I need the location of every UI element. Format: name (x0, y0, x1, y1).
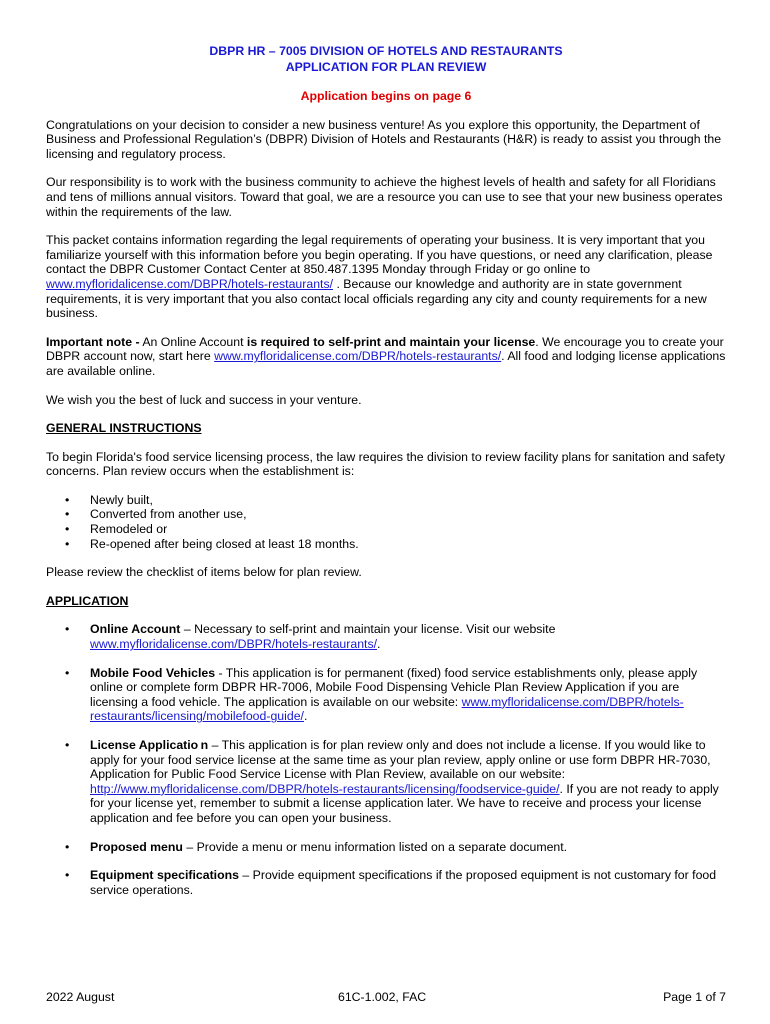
title-line-1: DBPR HR – 7005 DIVISION OF HOTELS AND RESTAURANTS (209, 44, 563, 58)
application-heading: APPLICATION (46, 593, 129, 608)
page-footer (46, 990, 726, 1006)
equipment-specifications-item (46, 868, 726, 897)
required-note: is required to self-print and maintain your license (246, 334, 536, 349)
list-item: • Newly built, (46, 493, 726, 508)
proposed-menu-title: Proposed menu (90, 839, 183, 854)
equipment-specifications-text: – Provide equipment specifications if the proposed equipment is not customary for food service operations. (90, 868, 717, 897)
license-application-title: License Applicatio (90, 738, 199, 752)
general-instructions-text: To begin Florida's food service licensing process, the law requires the division to review facility plans for sanitation and safety concerns. Plan review occurs when the establishment is: (46, 449, 726, 479)
p3-text-b: . Because our knowledge and authority are in state government requirements, it is very important that you also contact local officials regarding any city and county requirements for a new business. (46, 276, 707, 321)
license-application-text: – This application is for plan review only and does not include a license. If you would like to apply for your food service license at the same time as your plan review, apply online or use form DBPR HR-7030, Application for Public Food Service License with Plan Review, available on our website: (90, 738, 711, 782)
footer-rule: 61C-1.002, FAC (338, 990, 427, 1004)
license-application-title-end: n (200, 738, 209, 752)
equipment-specifications-title: Equipment specifications (90, 868, 239, 883)
list-item: • Remodeled or (46, 522, 726, 537)
p4-text-a: An Online Account (139, 334, 247, 349)
important-note-paragraph (46, 335, 726, 379)
footer-page-number: Page 1 of 7 (663, 990, 726, 1004)
p4-text-c: . All food and lodging license applications are available online. (46, 349, 726, 378)
intro-paragraph-2: Our responsibility is to work with the business community to achieve the highest levels of health and safety for all Floridians and tens of millions annual visitors. Toward that goal, we are a resource you can use to see that your new business operates within the requirements of the law. (46, 175, 723, 219)
p3-text-a: This packet contains information regarding the legal requirements of operating your business. It is very important that you familiarize yourself with this information before you begin operating. If you have questions, or need any clarification, please contact the DBPR Customer Contact Center at 850.487.1395 Monday through Friday or go online to (46, 233, 713, 277)
document-title (46, 44, 726, 75)
p4-text-b: . We encourage you to create your DBPR account now, start here (46, 334, 724, 364)
list-item: • Converted from another use, (46, 507, 726, 522)
intro-paragraph-5: We wish you the best of luck and success in your venture. (46, 392, 362, 407)
license-application-item (46, 738, 726, 826)
mobile-food-text: - This application is for permanent (fixed) food service establishments only, please apply online or complete form DBPR HR-7006, Mobile Food Dispensing Vehicle Plan Review Application if you are licensing a food vehicle. The application is available on our website: (90, 665, 698, 709)
online-account-text: – Necessary to self-print and maintain your license. Visit our website (180, 622, 556, 637)
list-item: • Re-opened after being closed at least 18 months. (46, 537, 726, 552)
dbpr-website-link[interactable]: www.myfloridalicense.com/DBPR/hotels-restaurants/ (46, 276, 334, 291)
online-account-end: . (377, 637, 381, 652)
intro-paragraph-3 (46, 233, 726, 321)
establishment-conditions-list (46, 493, 726, 551)
general-instructions-heading: GENERAL INSTRUCTIONS (46, 421, 202, 436)
foodservice-guide-link[interactable]: http://www.myfloridalicense.com/DBPR/hotels-restaurants/licensing/foodservice-guide/ (90, 781, 560, 796)
proposed-menu-item (46, 840, 726, 855)
document-page (46, 44, 726, 911)
online-account-link[interactable]: www.myfloridalicense.com/DBPR/hotels-restaurants/ (90, 637, 378, 652)
create-account-link[interactable]: www.myfloridalicense.com/DBPR/hotels-restaurants/ (214, 349, 502, 364)
mobile-food-guide-link[interactable]: www.myfloridalicense.com/DBPR/hotels-restaurants/licensing/mobilefood-guide/ (90, 694, 684, 724)
application-checklist (46, 622, 726, 897)
mobile-food-title: Mobile Food Vehicles (90, 665, 216, 680)
title-line-2: APPLICATION FOR PLAN REVIEW (285, 59, 487, 74)
application-begins-note: Application begins on page 6 (300, 89, 472, 103)
important-note-label: Important note - (46, 334, 140, 349)
mobile-food-end: . (303, 709, 308, 724)
checklist-note: Please review the checklist of items below for plan review. (46, 565, 362, 580)
intro-paragraph-1: Congratulations on your decision to consider a new business venture! As you explore this opportunity, the Department of Business and Professional Regulation’s (DBPR) Division of Hotels and Restaurants (H&R) is ready to assist you through the licensing and regulatory process. (46, 117, 722, 161)
mobile-food-vehicles-item (46, 666, 726, 724)
online-account-title: Online Account (90, 622, 181, 637)
online-account-item (46, 622, 726, 651)
footer-date: 2022 August (46, 990, 115, 1004)
proposed-menu-text: – Provide a menu or menu information listed on a separate document. (182, 839, 568, 854)
license-application-end: . If you are not ready to apply for your license yet, remember to submit a license application later. We have to receive and process your license application and fee before you can open your business. (90, 781, 719, 825)
